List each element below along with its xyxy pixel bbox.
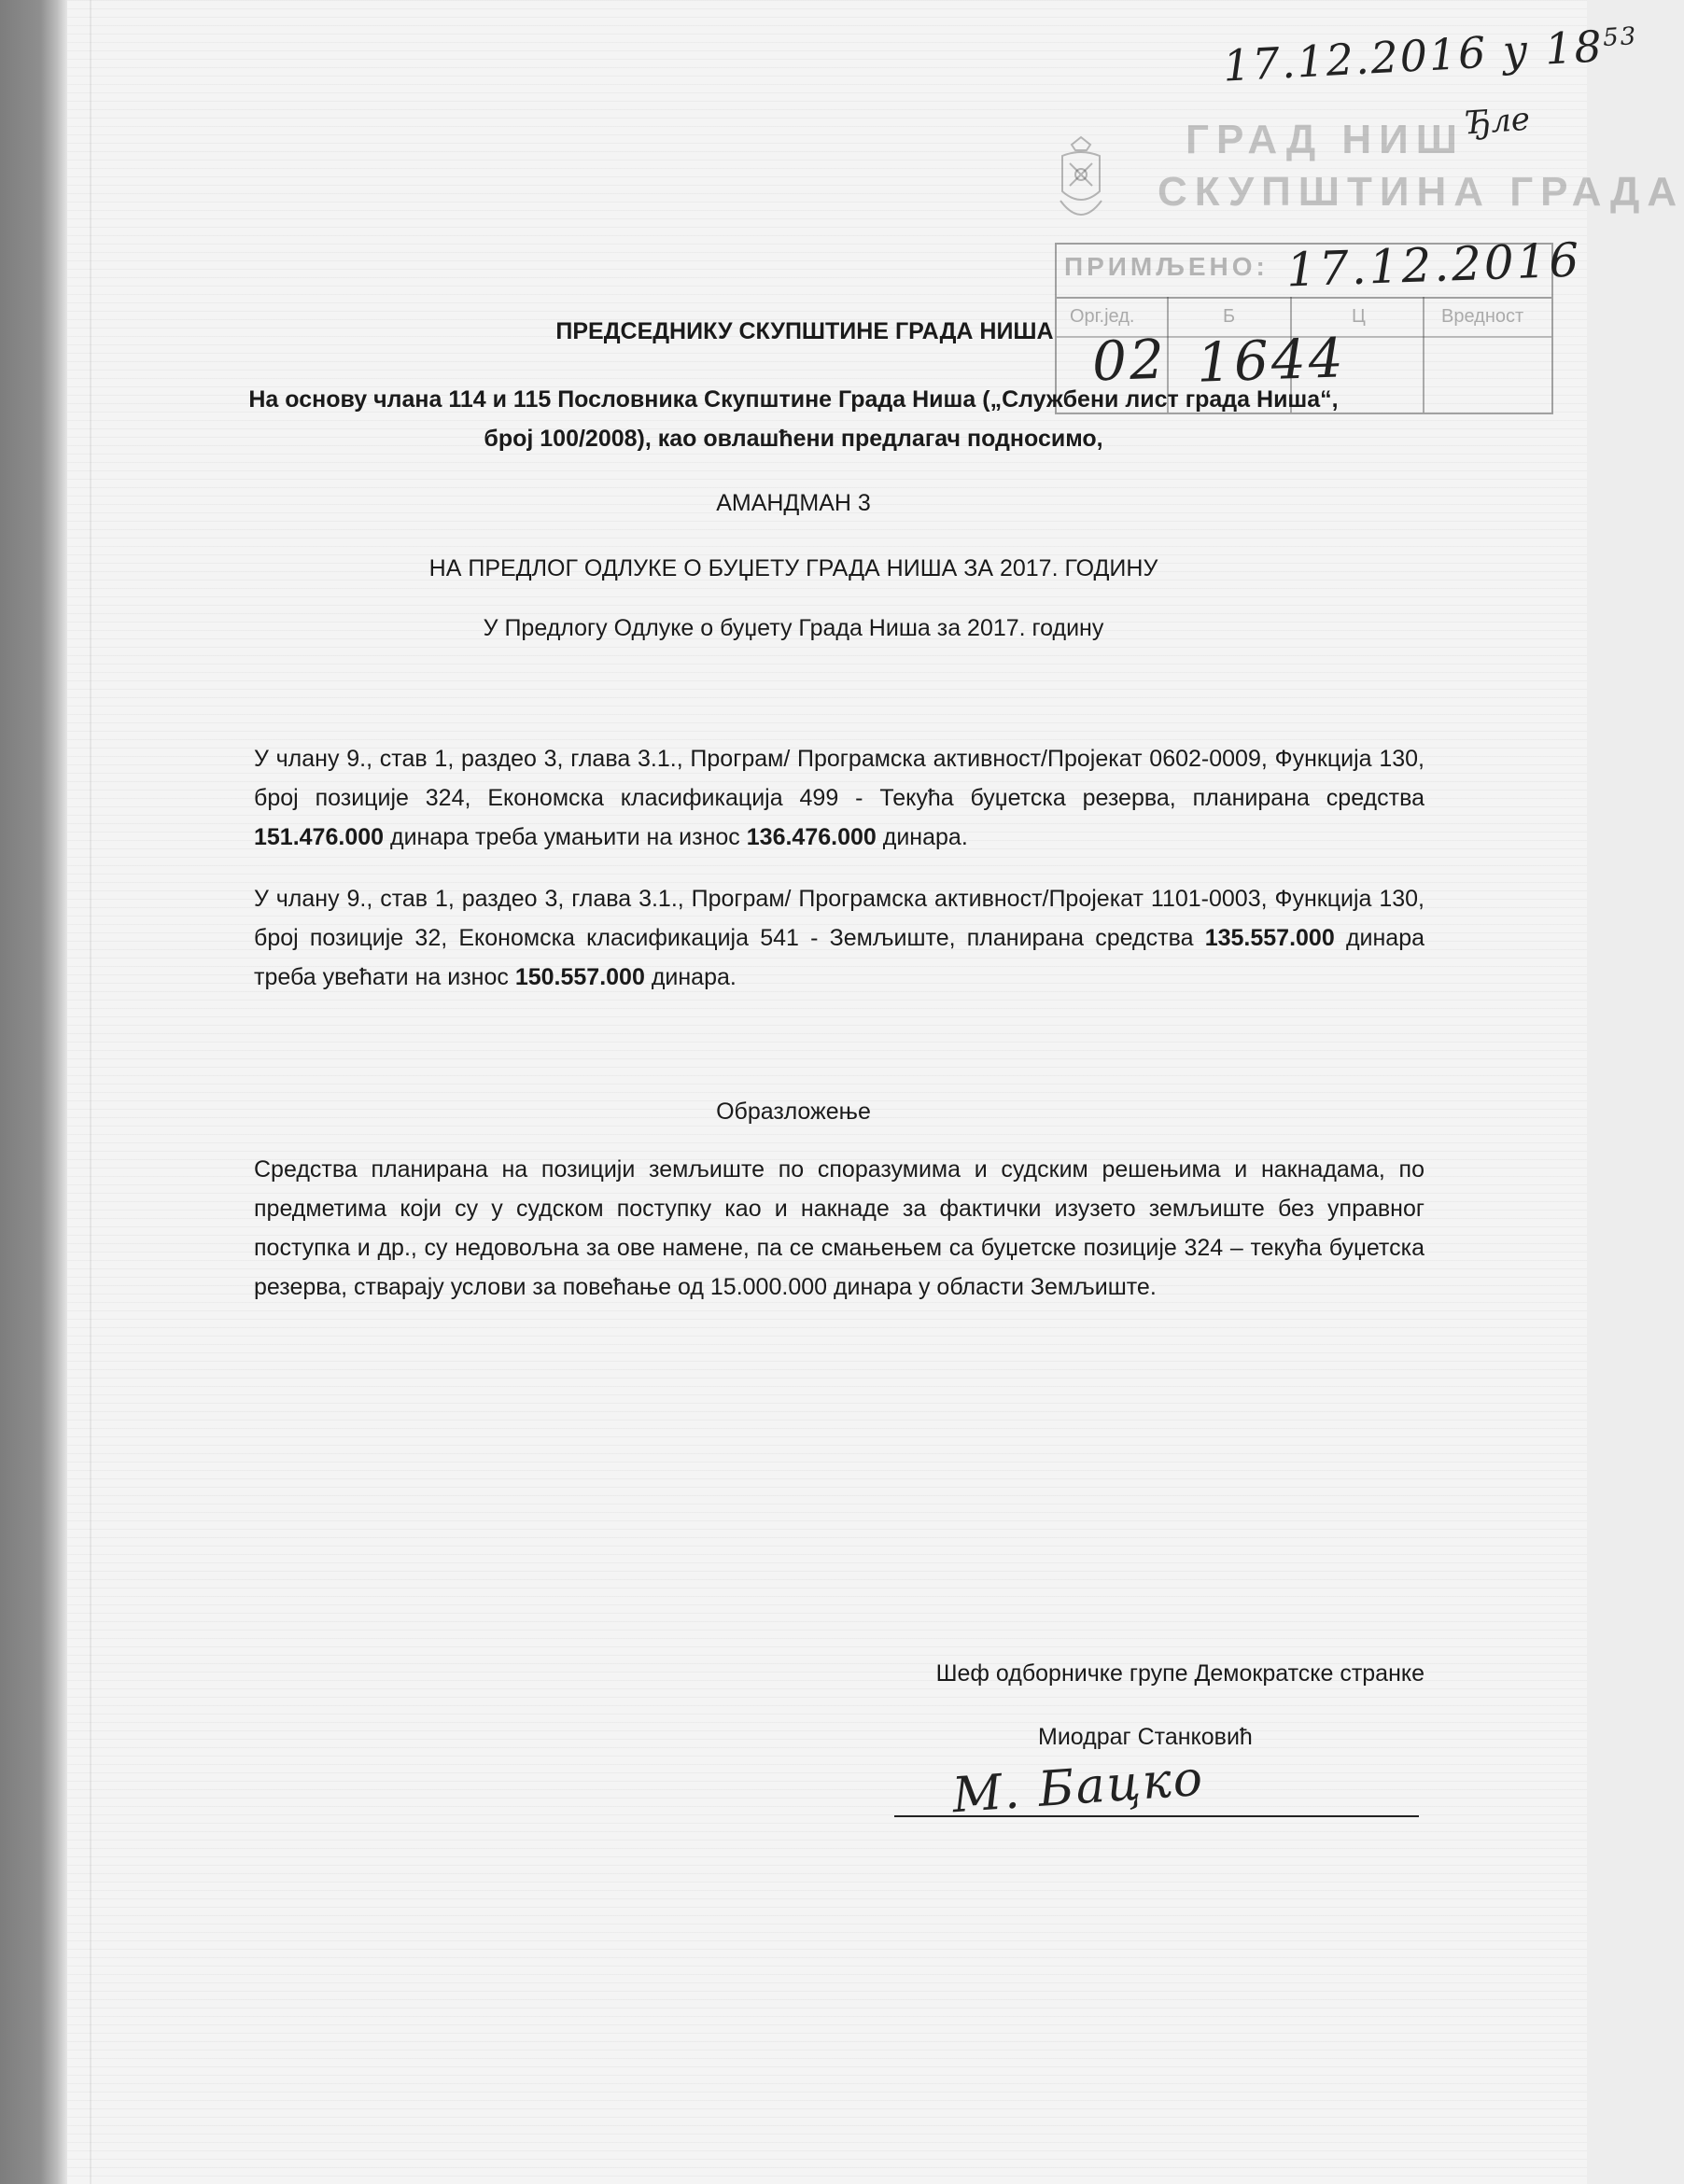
reduced-amount: 136.476.000 (746, 824, 877, 850)
amendment-title: АМАНДМАН 3 (716, 490, 871, 516)
stamp-header (1158, 117, 1684, 216)
coat-of-arms-icon (1053, 135, 1109, 238)
legal-basis-line-2: број 100/2008), као овлашћени предлагач подносимо, (484, 426, 1103, 452)
amendment-paragraph-2: У члану 9., став 1, раздео 3, глава 3.1., Програм/ Програмска активност/Пројекат 1101-0003, Функција 130, број позиције 32, Економска класификација 541 - Земљиште, планирана средства 135.557.000 динара треба увећати на износ 150.557.000 динара. (254, 886, 1425, 990)
stamp-column-b: Б (1223, 306, 1236, 327)
signature-line (894, 1815, 1419, 1817)
stamp-assembly: СКУПШТИНА ГРАДА (1158, 169, 1684, 215)
stamp-received-label: ПРИМЉЕНО: (1064, 252, 1269, 281)
document-subject: НА ПРЕДЛОГ ОДЛУКЕ О БУЏЕТУ ГРАДА НИША ЗА 2017. ГОДИНУ (428, 555, 1158, 581)
stamp-city: ГРАД НИШ (1186, 117, 1466, 162)
stamp-column-c: Ц (1352, 306, 1366, 327)
increased-amount: 150.557.000 (514, 964, 645, 990)
planned-amount: 135.557.000 (1204, 925, 1335, 951)
handwritten-registry-number: 1644 (1195, 326, 1347, 395)
signer-name: Миодраг Станковић (1038, 1724, 1253, 1750)
rationale-text: Средства планирана на позицији земљиште по споразумима и судским решењима и накнадама, по предметима који су у судском поступку као и накнаде за фактички изузето земљиште без управног поступка и др., су недовољна за ове намене, па се смањењем са буџетске позиције 324 – текућа буџетска резерва, стварају услови за повећање од 15.000.000 динара у области Земљиште. (254, 1156, 1424, 1300)
handwritten-initials: Ђле (1464, 100, 1532, 143)
legal-basis-line-1: На основу члана 114 и 115 Пословника Скупштине Града Ниша („Службени лист града Ниша“, (248, 386, 1339, 413)
planned-amount: 151.476.000 (254, 824, 385, 850)
document-intro: У Предлогу Одлуке о буџету Града Ниша за 2017. годину (483, 615, 1104, 641)
amendment-paragraph-1: У члану 9., став 1, раздео 3, глава 3.1., Програм/ Програмска активност/Пројекат 0602-0009, Функција 130, број позиције 324, Економска класификација 499 - Текућа буџетска резерва, планирана средства 151.476.000 динара треба умањити на износ 136.476.000 динара. (254, 746, 1424, 850)
handwritten-received-date: 17.12.2016 (1285, 232, 1583, 298)
handwritten-receipt-note: 17.12.2016 у $18^{53}$ (1221, 21, 1638, 91)
stamp-column-value: Вредност (1441, 306, 1524, 327)
handwritten-org-unit: 02 (1090, 327, 1168, 394)
signer-title: Шеф одборничке групе Демократске странке (935, 1660, 1424, 1687)
rationale-title: Образложење (716, 1099, 871, 1125)
addressee: ПРЕДСЕДНИКУ СКУПШТИНЕ ГРАДА НИША (555, 318, 1054, 344)
handwritten-signature: М. Бацко (950, 1750, 1206, 1825)
stamp-column-org: Орг.јед. (1070, 306, 1135, 327)
